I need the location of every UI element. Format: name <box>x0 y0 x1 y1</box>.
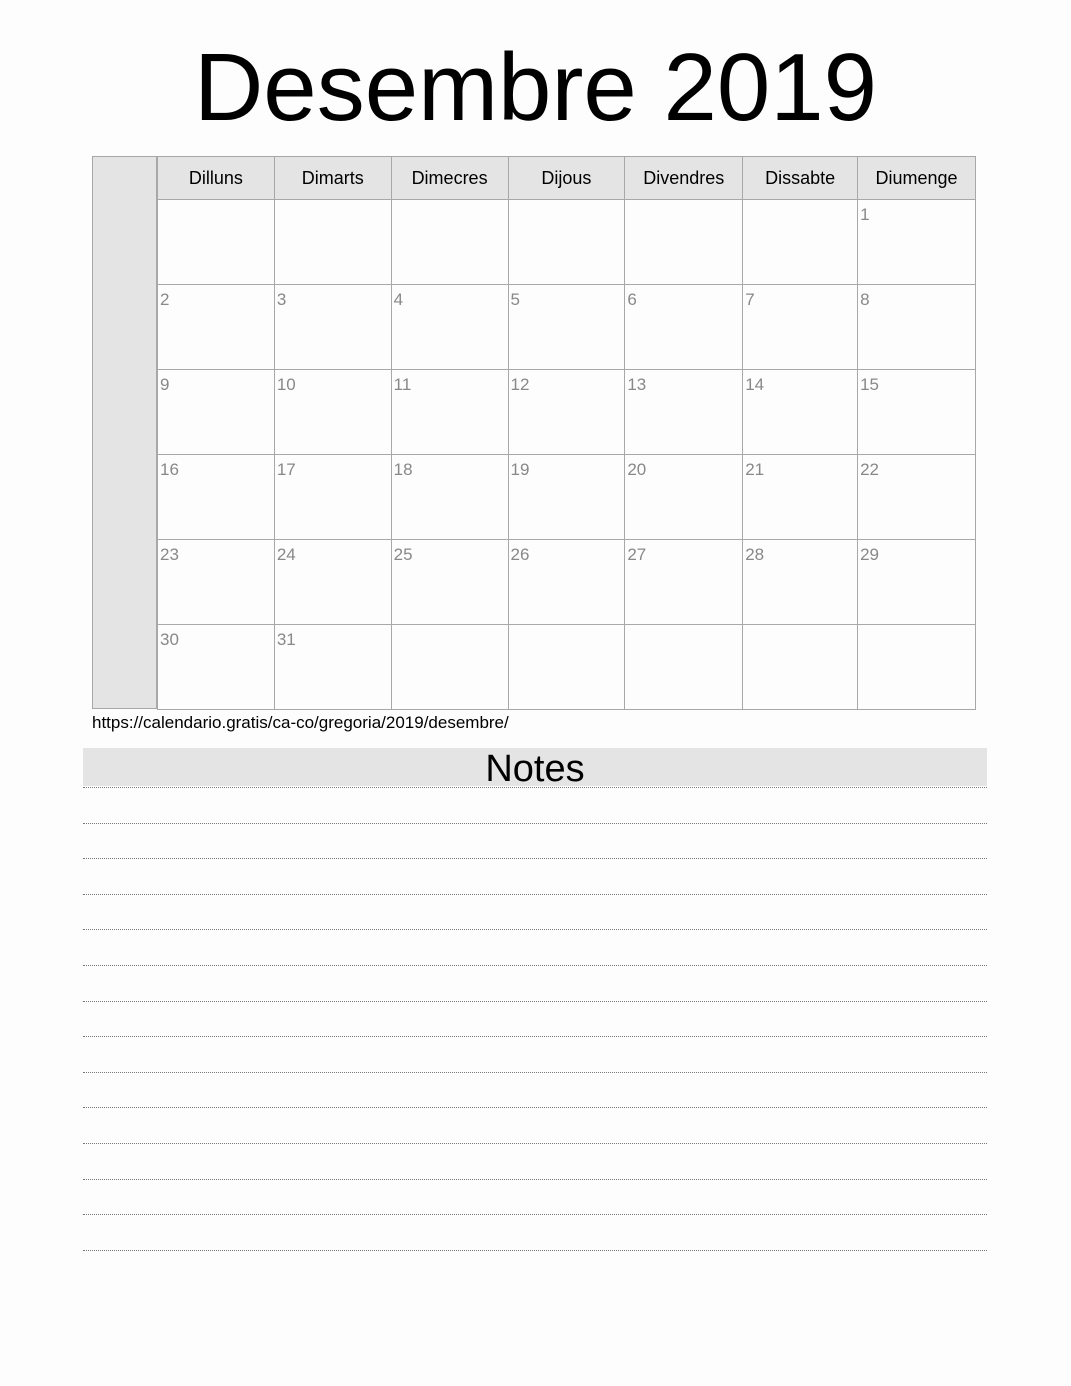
day-cell[interactable] <box>625 370 743 455</box>
week-row <box>158 455 976 540</box>
day-number: 26 <box>510 545 530 564</box>
day-number: 4 <box>393 290 404 309</box>
week-row <box>158 370 976 455</box>
day-number: 29 <box>860 545 879 564</box>
day-cell[interactable] <box>391 625 508 710</box>
day-number: 24 <box>276 545 296 564</box>
day-number: 16 <box>160 460 179 479</box>
day-cell[interactable] <box>858 370 976 455</box>
notes-heading: Notes <box>83 748 987 786</box>
day-cell[interactable] <box>508 370 625 455</box>
day-cell[interactable] <box>274 540 391 625</box>
day-cell[interactable] <box>274 285 391 370</box>
calendar-grid <box>92 156 976 709</box>
day-number <box>509 200 625 205</box>
day-cell[interactable] <box>391 285 508 370</box>
day-number <box>392 625 508 630</box>
note-line[interactable] <box>83 1107 987 1108</box>
day-number: 25 <box>393 545 413 564</box>
day-cell[interactable] <box>858 200 976 285</box>
day-number: 23 <box>160 545 179 564</box>
day-cell[interactable] <box>274 200 391 285</box>
day-number: 6 <box>627 290 637 309</box>
day-number: 12 <box>510 375 530 394</box>
day-cell[interactable] <box>274 625 391 710</box>
day-number: 31 <box>276 630 296 649</box>
day-cell[interactable] <box>158 455 275 540</box>
day-number <box>743 625 857 630</box>
day-cell[interactable] <box>743 285 858 370</box>
source-url: https://calendario.gratis/ca-co/gregoria/2019/desembre/ <box>92 713 509 732</box>
day-number <box>509 625 625 630</box>
day-number <box>392 200 508 205</box>
note-line[interactable] <box>83 1143 987 1144</box>
day-cell[interactable] <box>508 285 625 370</box>
day-number <box>743 200 857 205</box>
day-cell[interactable] <box>743 625 858 710</box>
day-cell[interactable] <box>858 540 976 625</box>
day-number: 28 <box>745 545 765 564</box>
day-number: 13 <box>627 375 647 394</box>
week-row <box>158 200 976 285</box>
note-line[interactable] <box>83 965 987 966</box>
note-line[interactable] <box>83 929 987 930</box>
day-cell[interactable] <box>508 625 625 710</box>
day-cell[interactable] <box>625 455 743 540</box>
day-cell[interactable] <box>858 625 976 710</box>
week-row <box>158 540 976 625</box>
day-number: 1 <box>860 205 870 224</box>
weekday-header: Dilluns <box>158 157 275 200</box>
day-cell[interactable] <box>625 285 743 370</box>
day-number: 15 <box>860 375 879 394</box>
day-cell[interactable] <box>391 200 508 285</box>
note-line[interactable] <box>83 823 987 824</box>
day-cell[interactable] <box>274 455 391 540</box>
day-cell[interactable] <box>158 370 275 455</box>
day-number: 7 <box>745 290 755 309</box>
day-number: 10 <box>276 375 296 394</box>
weekday-header-row <box>158 157 976 200</box>
day-cell[interactable] <box>158 285 275 370</box>
day-number <box>858 625 975 630</box>
day-cell[interactable] <box>625 625 743 710</box>
day-number <box>625 625 742 630</box>
day-number: 8 <box>860 290 870 309</box>
day-cell[interactable] <box>743 540 858 625</box>
day-number: 18 <box>393 460 413 479</box>
day-cell[interactable] <box>508 455 625 540</box>
day-cell[interactable] <box>625 200 743 285</box>
weekday-header: Dimecres <box>391 157 508 200</box>
day-cell[interactable] <box>858 455 976 540</box>
day-number: 21 <box>745 460 765 479</box>
day-number: 5 <box>510 290 520 309</box>
day-cell[interactable] <box>625 540 743 625</box>
day-cell[interactable] <box>743 455 858 540</box>
day-number: 2 <box>160 290 170 309</box>
day-cell[interactable] <box>391 540 508 625</box>
day-number: 30 <box>160 630 179 649</box>
note-line[interactable] <box>83 894 987 895</box>
note-line[interactable] <box>83 1036 987 1037</box>
week-row <box>158 285 976 370</box>
week-row <box>158 625 976 710</box>
week-number-column <box>92 156 157 709</box>
day-number: 20 <box>627 460 647 479</box>
weekday-header: Divendres <box>625 157 743 200</box>
day-number: 22 <box>860 460 879 479</box>
note-line[interactable] <box>83 1001 987 1002</box>
day-cell[interactable] <box>858 285 976 370</box>
day-number <box>158 200 274 205</box>
day-cell[interactable] <box>743 370 858 455</box>
day-number: 11 <box>393 375 412 394</box>
day-number <box>625 200 742 205</box>
weekday-header: Dijous <box>508 157 625 200</box>
day-cell[interactable] <box>391 370 508 455</box>
day-number: 9 <box>160 375 170 394</box>
day-number: 19 <box>510 460 530 479</box>
note-line[interactable] <box>83 858 987 859</box>
day-cell[interactable] <box>743 200 858 285</box>
weekday-header: Dissabte <box>743 157 858 200</box>
day-cell[interactable] <box>508 540 625 625</box>
day-number: 27 <box>627 545 647 564</box>
calendar-table <box>157 156 976 710</box>
day-cell[interactable] <box>274 370 391 455</box>
note-line[interactable] <box>83 1179 987 1180</box>
day-number <box>275 200 391 205</box>
weekday-header: Dimarts <box>274 157 391 200</box>
note-line[interactable] <box>83 787 987 788</box>
day-number: 3 <box>276 290 287 309</box>
page-title: Desembre 2019 <box>193 34 878 141</box>
note-line[interactable] <box>83 1072 987 1073</box>
weekday-header: Diumenge <box>858 157 976 200</box>
note-line[interactable] <box>83 1250 987 1251</box>
note-line[interactable] <box>83 1214 987 1215</box>
day-number: 14 <box>745 375 765 394</box>
day-cell[interactable] <box>391 455 508 540</box>
day-cell[interactable] <box>508 200 625 285</box>
day-cell[interactable] <box>158 540 275 625</box>
day-cell[interactable] <box>158 200 275 285</box>
day-cell[interactable] <box>158 625 275 710</box>
day-number: 17 <box>276 460 296 479</box>
